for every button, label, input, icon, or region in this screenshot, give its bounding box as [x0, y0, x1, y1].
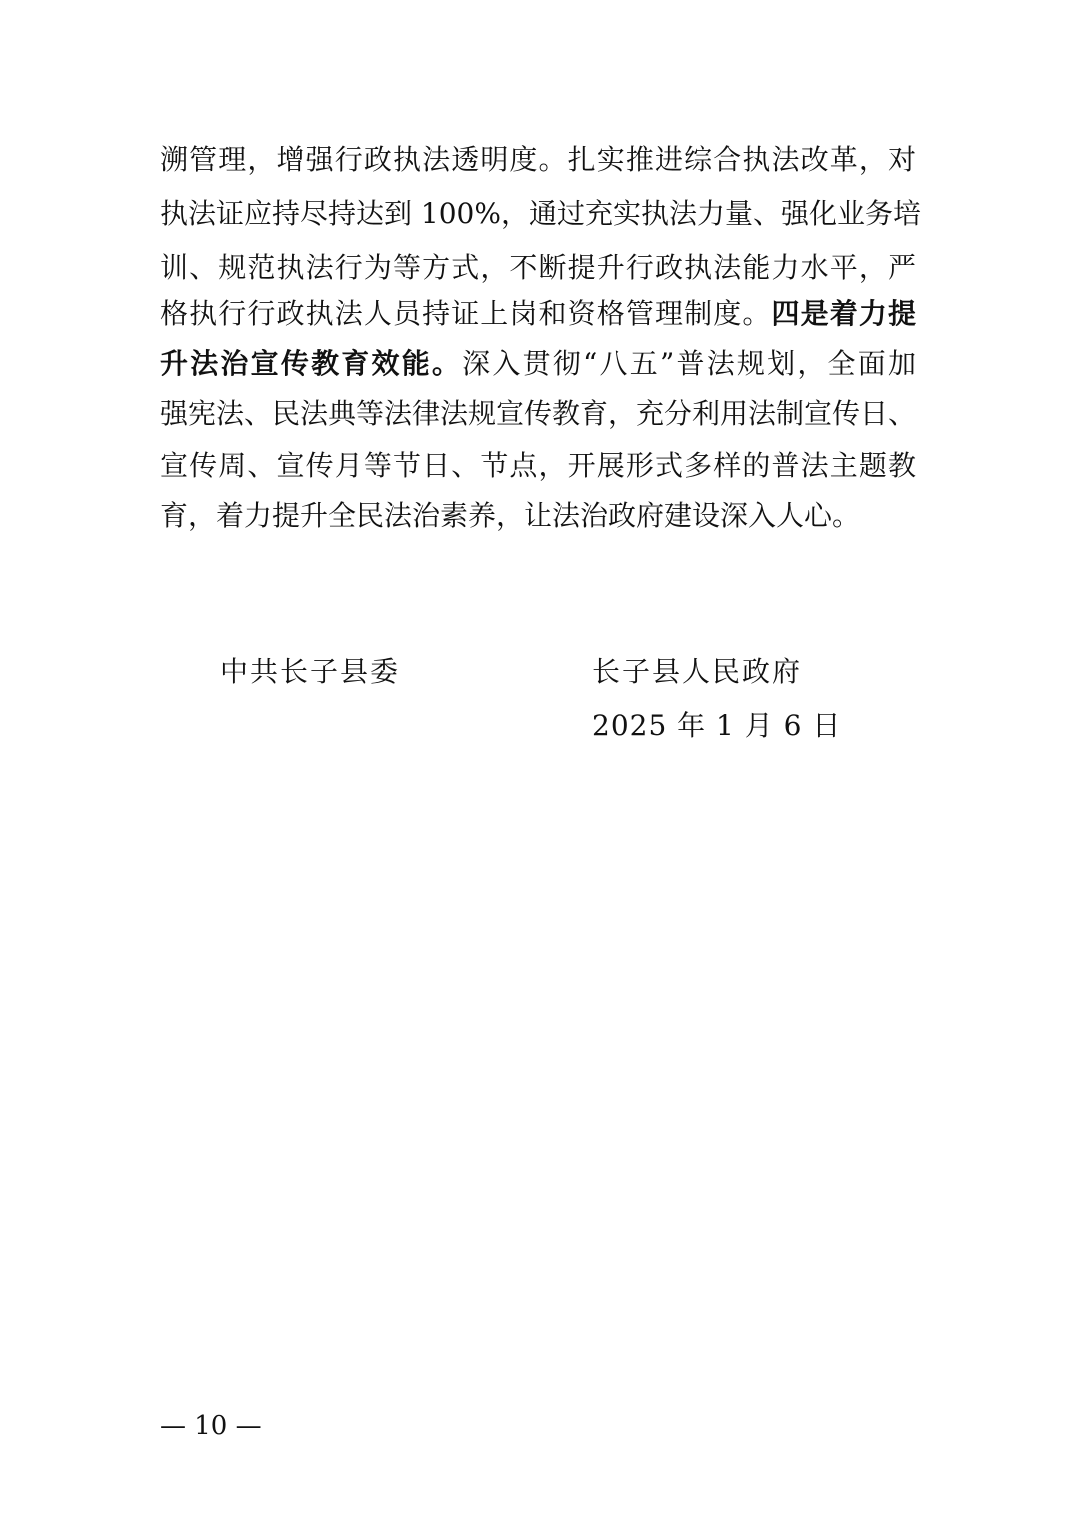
heading-four-part-2: 升法治宣传教育效能。 [160, 347, 463, 380]
signature-government: 长子县人民政府 [592, 655, 803, 688]
body-line-4 [160, 294, 916, 334]
body-line-6: 强宪法、民法典等法律法规宣传教育，充分利用法制宣传日、 [160, 397, 917, 430]
page-number: — 10 — [160, 1411, 262, 1441]
body-line-4-text: 格执行行政执法人员持证上岗和资格管理制度。 [160, 297, 772, 330]
body-line-7: 宣传周、宣传月等节日、节点，开展形式多样的普法主题教 [160, 449, 916, 482]
body-line-3: 训、规范执法行为等方式，不断提升行政执法能力水平，严 [160, 251, 916, 284]
body-line-1: 溯管理，增强行政执法透明度。扎实推进综合执法改革，对 [160, 143, 916, 176]
signature-date: 2025 年 1 月 6 日 [592, 709, 842, 742]
heading-four-part-1: 四是着力提 [771, 297, 916, 330]
body-line-2: 执法证应持尽持达到 100%，通过充实执法力量、强化业务培 [160, 197, 921, 230]
body-line-5-text: 深入贯彻“八五”普法规划，全面加 [462, 347, 916, 380]
body-line-8: 育，着力提升全民法治素养，让法治政府建设深入人心。 [160, 499, 861, 532]
body-line-5 [160, 344, 916, 384]
signature-party-committee: 中共长子县委 [220, 655, 401, 688]
